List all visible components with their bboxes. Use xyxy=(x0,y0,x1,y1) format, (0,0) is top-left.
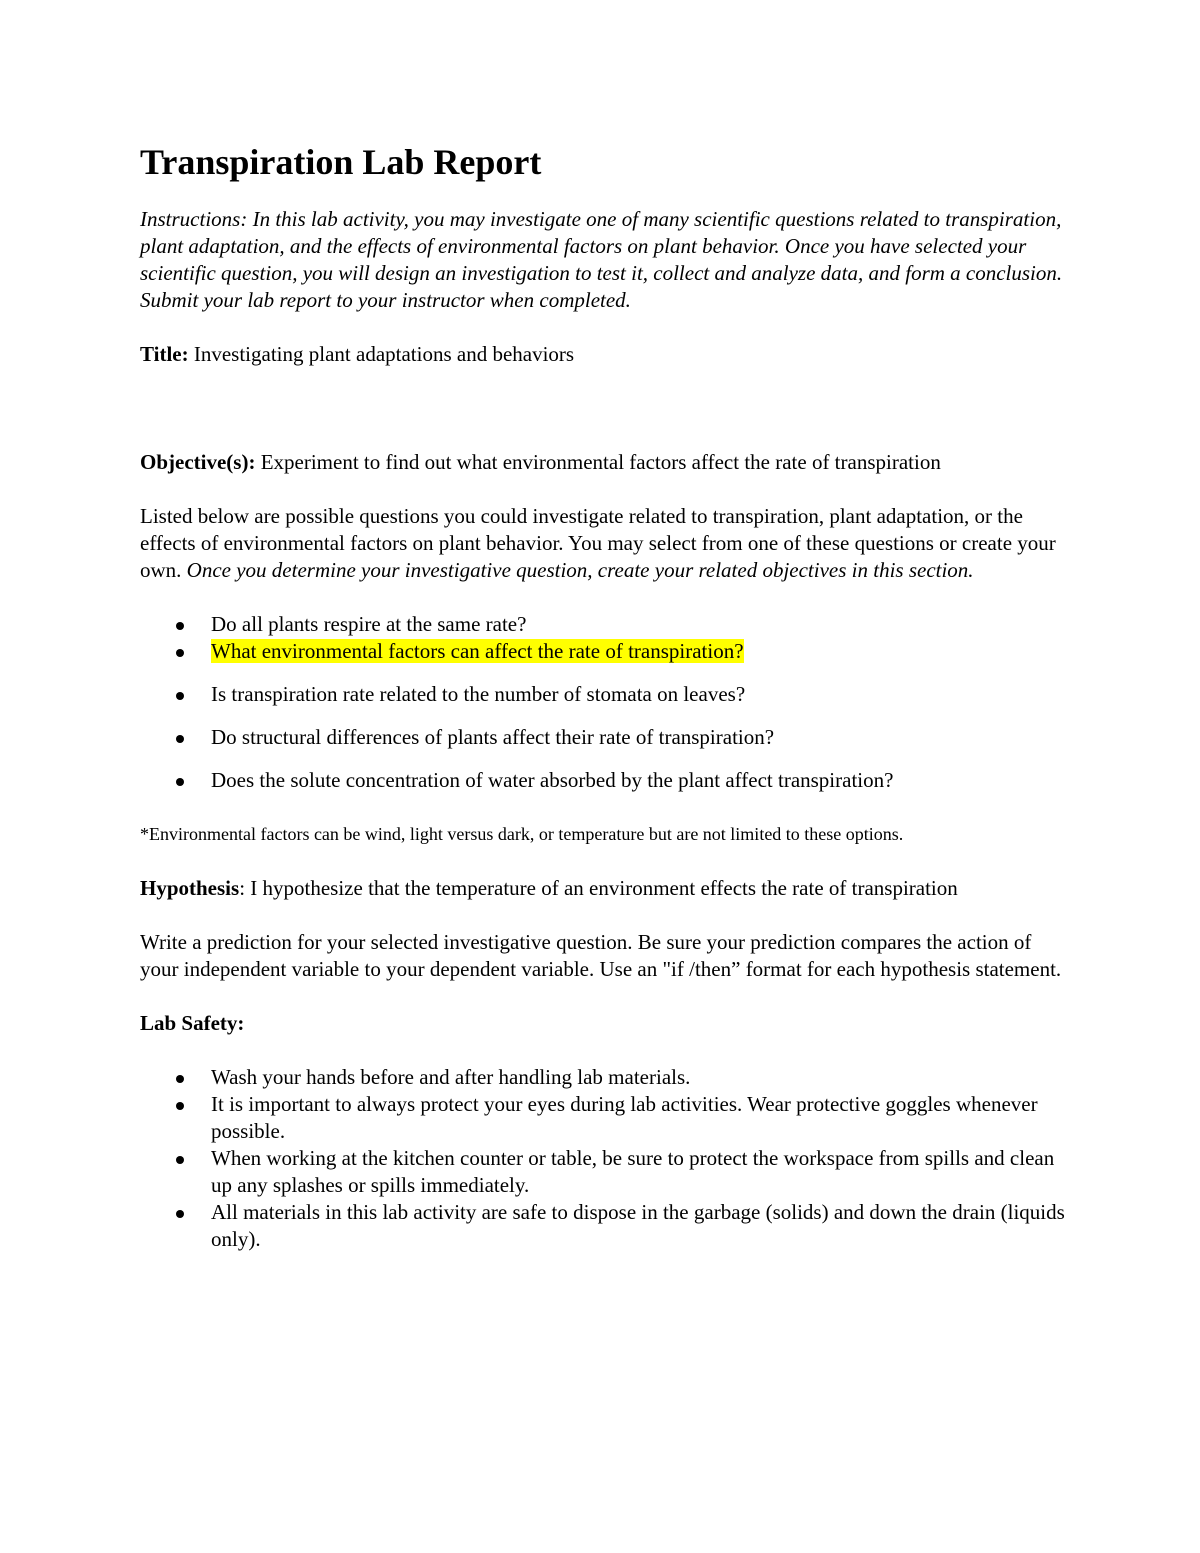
title-value: Investigating plant adaptations and behaviors xyxy=(188,342,575,366)
objective-value: Experiment to find out what environmental factors affect the rate of transpiration xyxy=(255,450,941,474)
question-text: Is transpiration rate related to the number of stomata on leaves? xyxy=(211,682,746,706)
bullet-icon xyxy=(176,1210,184,1218)
list-item xyxy=(140,681,1065,708)
safety-text: Wash your hands before and after handling lab materials. xyxy=(211,1065,691,1089)
highlighted-question-text: What environmental factors can affect the rate of transpiration? xyxy=(211,639,744,663)
question-text: Does the solute concentration of water absorbed by the plant affect transpiration? xyxy=(211,768,894,792)
document-page xyxy=(140,140,1065,1253)
bullet-icon xyxy=(176,649,184,657)
instructions-paragraph: Instructions: In this lab activity, you may investigate one of many scientific questions related to transpiration, plant adaptation, and the effects of environmental factors on plant behavior. Once you have selected your scientific question, you will design an investigation to test it, collect and analyze data, and form a conclusion. Submit your lab report to your instructor when completed. xyxy=(140,207,1063,312)
objective-help-paragraph xyxy=(140,503,1065,584)
question-text: Do all plants respire at the same rate? xyxy=(211,612,527,636)
bullet-icon xyxy=(176,778,184,786)
bullet-icon xyxy=(176,735,184,743)
bullet-icon xyxy=(176,692,184,700)
objective-field xyxy=(140,449,1065,476)
question-text: Do structural differences of plants affect their rate of transpiration? xyxy=(211,725,775,749)
bullet-icon xyxy=(176,1075,184,1083)
safety-text: When working at the kitchen counter or table, be sure to protect the workspace from spills and clean up any splashes or spills immediately. xyxy=(211,1146,1055,1197)
hypothesis-help-paragraph: Write a prediction for your selected investigative question. Be sure your prediction compares the action of your independent variable to your dependent variable. Use an "if /then” format for each hypothesis statement. xyxy=(140,930,1062,981)
objective-help-text: Listed below are possible questions you could investigate related to transpiration, plant adaptation, or the effects of environmental factors on plant behavior. You may select from one of these questions or create your own. xyxy=(140,504,1056,582)
list-item xyxy=(140,638,1065,665)
objective-help-italic: Once you determine your investigative question, create your related objectives in this section. xyxy=(186,558,974,582)
list-item xyxy=(140,1199,1065,1253)
list-item xyxy=(140,767,1065,794)
safety-text: It is important to always protect your eyes during lab activities. Wear protective goggles whenever possible. xyxy=(211,1092,1038,1143)
list-item xyxy=(140,1145,1065,1199)
list-item xyxy=(140,1064,1065,1091)
lab-safety-list xyxy=(140,1064,1065,1253)
hypothesis-field xyxy=(140,875,1065,902)
hypothesis-label: Hypothesis xyxy=(140,876,240,900)
environmental-factors-note: *Environmental factors can be wind, light versus dark, or temperature but are not limited to these options. xyxy=(140,824,904,844)
bullet-icon xyxy=(176,1156,184,1164)
document-title: Transpiration Lab Report xyxy=(140,142,542,182)
bullet-icon xyxy=(176,1102,184,1110)
list-item xyxy=(140,611,1065,638)
safety-text: All materials in this lab activity are safe to dispose in the garbage (solids) and down the drain (liquids only). xyxy=(211,1200,1065,1251)
question-list xyxy=(140,611,1065,794)
title-field xyxy=(140,341,1065,368)
hypothesis-value: : I hypothesize that the temperature of an environment effects the rate of transpiration xyxy=(239,876,958,900)
bullet-icon xyxy=(176,622,184,630)
lab-safety-heading: Lab Safety: xyxy=(140,1011,245,1035)
objective-label: Objective(s): xyxy=(140,450,256,474)
list-item xyxy=(140,724,1065,751)
list-item xyxy=(140,1091,1065,1145)
title-label: Title: xyxy=(140,342,189,366)
